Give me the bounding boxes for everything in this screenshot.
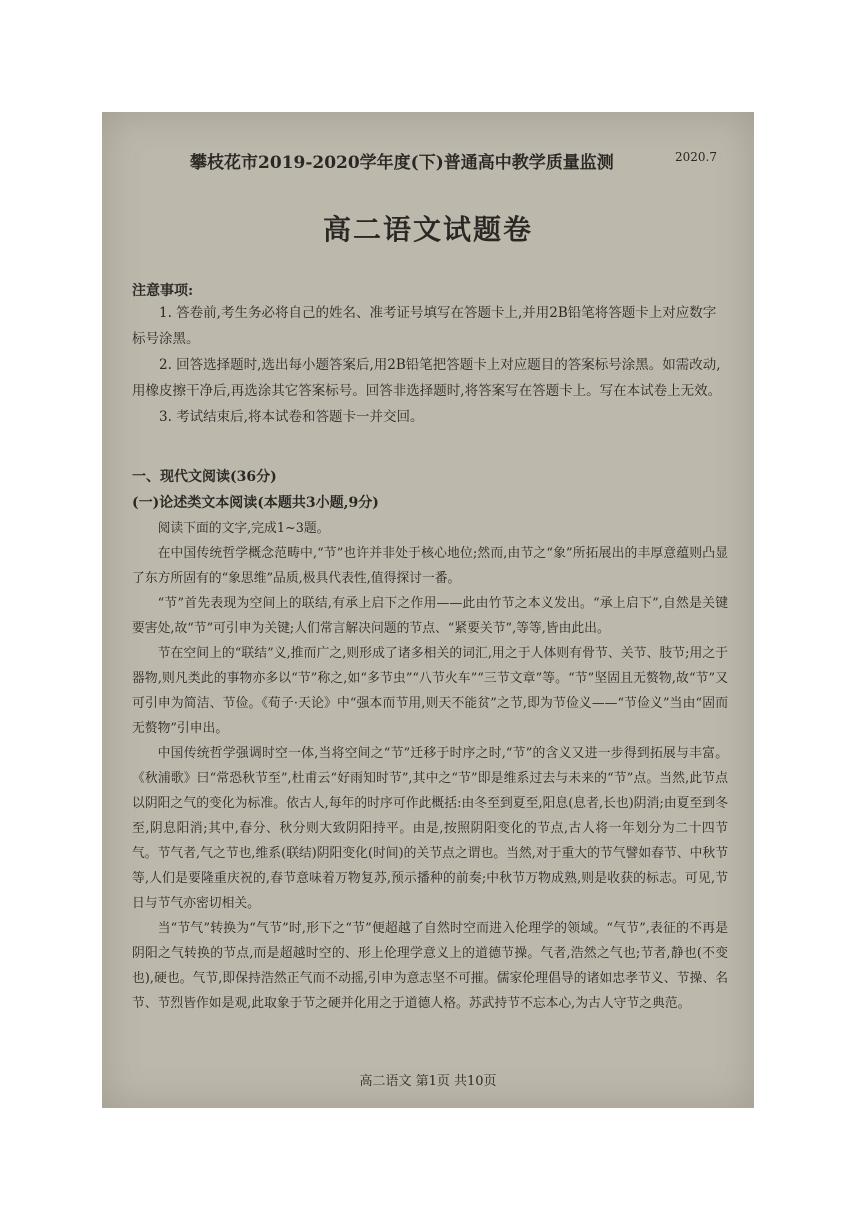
notice-item-3: 3. 考试结束后,将本试卷和答题卡一并交回。 — [159, 409, 424, 425]
reading-passage — [132, 516, 728, 1016]
exam-date: 2020.7 — [675, 150, 717, 164]
exam-page — [102, 112, 754, 1108]
notice-item-2: 2. 回答选择题时,选出每小题答案后,用2B铅笔把答题卡上对应题目的答案标号涂黑。如需改动,用橡皮擦干净后,再选涂其它答案标号。回答非选择题时,将答案写在答题卡上。写在本试卷上无效。 — [132, 357, 722, 399]
notice-heading: 注意事项: — [132, 283, 194, 299]
passage-paragraph-1: 在中国传统哲学概念范畴中,“节”也许并非处于核心地位;然而,由节之“象”所拓展出的丰厚意蕴则凸显了东方所固有的“象思维”品质,极具代表性,值得探讨一番。 — [132, 546, 728, 586]
passage-paragraph-3: 节在空间上的“联结”义,推而广之,则形成了诸多相关的词汇,用之于人体则有骨节、关节、肢节;用之于器物,则凡类此的事物亦多以“节”称之,如“多节虫”“八节火车”“三节文章”等。“节”坚固且无赘物,故“节”又可引申为简洁、节俭。《荀子·天论》中“强本而节用,则天不能贫”之节,即为节俭义——“节俭义”当由“固而无赘物”引申出。 — [132, 646, 728, 736]
passage-paragraph-2: “节”首先表现为空间上的联结,有承上启下之作用——此由竹节之本义发出。“承上启下”,自然是关键要害处,故“节”可引申为关键;人们常言解决问题的节点、“紧要关节”,等等,皆由此出。 — [132, 596, 728, 636]
passage-paragraph-4: 中国传统哲学强调时空一体,当将空间之“节”迁移于时序之时,“节”的含义又进一步得到拓展与丰富。《秋浦歌》曰“常恐秋节至”,杜甫云“好雨知时节”,其中之“节”即是维系过去与未来的“节”点。当然,此节点以阴阳之气的变化为标准。依古人,每年的时序可作此概括:由冬至到夏至,阳息(息者,长也)阴消;由夏至到冬至,阴息阳消;其中,春分、秋分则大致阴阳持平。由是,按照阴阳变化的节点,古人将一年划分为二十四节气。节气者,气之节也,维系(联结)阴阳变化(时间)的关节点之谓也。当然,对于重大的节气譬如春节、中秋节等,人们是要隆重庆祝的,春节意味着万物复苏,预示播种的前奏;中秋节万物成熟,则是收获的标志。可见,节日与节气亦密切相关。 — [132, 746, 728, 911]
section-heading: 一、现代文阅读(36分) — [132, 469, 277, 485]
passage-paragraph-5: 当“节气”转换为“气节”时,形下之“节”便超越了自然时空而进入伦理学的领域。“气节”,表征的不再是阴阳之气转换的节点,而是超越时空的、形上伦理学意义上的道德节操。气者,浩然之气也;节者,静也(不变也),硬也。气节,即保持浩然正气而不动摇,引申为意志坚不可摧。儒家伦理倡导的诸如忠孝节义、节操、名节、节烈皆作如是观,此取象于节之硬并化用之于道德人格。苏武持节不忘本心,为古人守节之典范。 — [132, 921, 728, 1011]
subsection-heading: (一)论述类文本阅读(本题共3小题,9分) — [132, 495, 379, 511]
notice-list — [132, 300, 728, 430]
notice-item-1: 1. 答卷前,考生务必将自己的姓名、准考证号填写在答题卡上,并用2B铅笔将答题卡上对应数字标号涂黑。 — [132, 305, 717, 347]
exam-title: 攀枝花市2019-2020学年度(下)普通高中教学质量监测 — [190, 153, 614, 173]
page-title: 高二语文试题卷 — [322, 213, 533, 246]
page-footer: 高二语文 第1页 共10页 — [359, 1074, 497, 1089]
passage-instruction: 阅读下面的文字,完成1~3题。 — [157, 521, 330, 536]
